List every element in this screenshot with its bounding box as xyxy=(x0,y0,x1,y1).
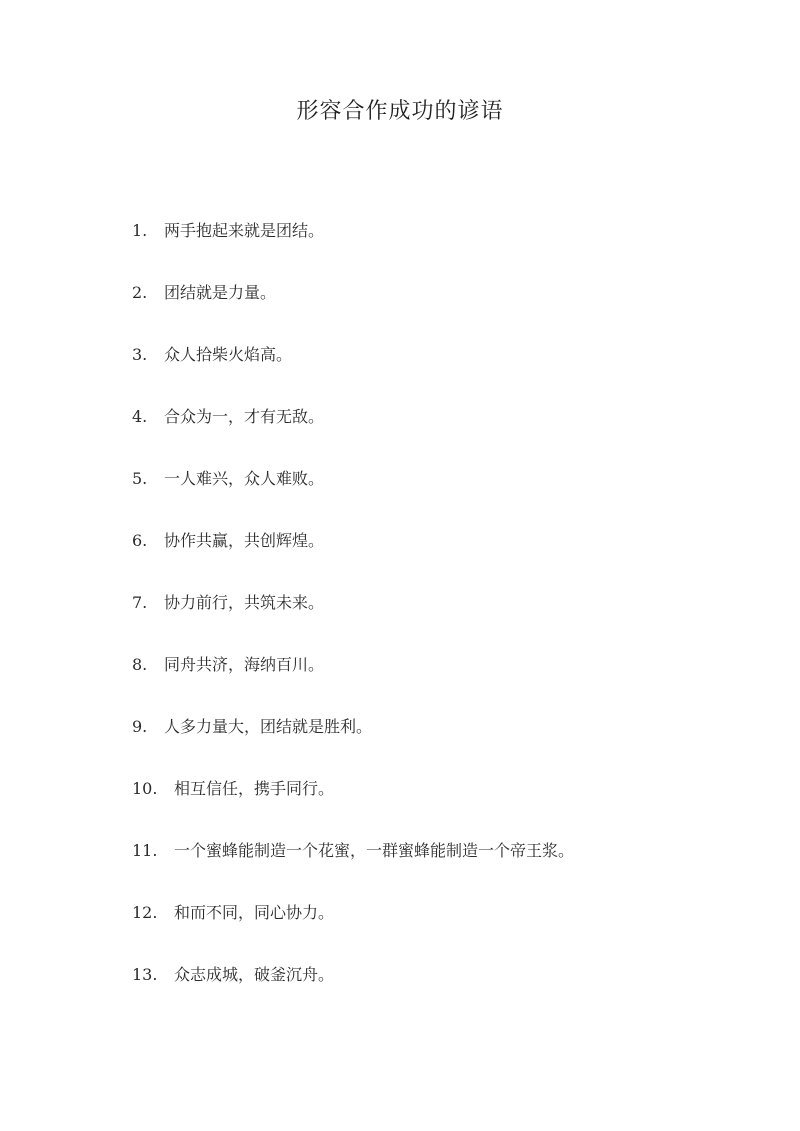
item-text: 一个蜜蜂能制造一个花蜜，一群蜜蜂能制造一个帝王浆。 xyxy=(174,841,575,860)
list-item xyxy=(132,216,752,278)
item-text: 众人拾柴火焰高。 xyxy=(164,345,293,364)
proverb-list xyxy=(132,216,752,1022)
item-number: 1. xyxy=(132,221,148,240)
item-text: 两手抱起来就是团结。 xyxy=(164,221,325,240)
item-number: 6. xyxy=(132,531,148,550)
list-item xyxy=(132,960,752,1022)
item-number: 8. xyxy=(132,655,148,674)
item-text: 协力前行，共筑未来。 xyxy=(164,593,325,612)
list-item xyxy=(132,836,752,898)
item-text: 协作共赢，共创辉煌。 xyxy=(164,531,325,550)
list-item xyxy=(132,650,752,712)
item-number: 3. xyxy=(132,345,148,364)
list-item xyxy=(132,588,752,650)
item-number: 4. xyxy=(132,407,148,426)
item-text: 一人难兴，众人难败。 xyxy=(164,469,325,488)
list-item xyxy=(132,526,752,588)
item-text: 合众为一，才有无敌。 xyxy=(164,407,325,426)
item-number: 10. xyxy=(132,779,158,798)
list-item xyxy=(132,402,752,464)
item-number: 2. xyxy=(132,283,148,302)
item-text: 相互信任，携手同行。 xyxy=(174,779,335,798)
list-item xyxy=(132,464,752,526)
item-number: 12. xyxy=(132,903,158,922)
list-item xyxy=(132,898,752,960)
list-item xyxy=(132,712,752,774)
list-item xyxy=(132,340,752,402)
item-text: 和而不同，同心协力。 xyxy=(174,903,335,922)
item-text: 众志成城，破釜沉舟。 xyxy=(174,965,335,984)
item-number: 7. xyxy=(132,593,148,612)
item-number: 11. xyxy=(132,841,158,860)
item-text: 团结就是力量。 xyxy=(164,283,277,302)
list-item xyxy=(132,774,752,836)
item-number: 9. xyxy=(132,717,148,736)
item-number: 13. xyxy=(132,965,158,984)
item-number: 5. xyxy=(132,469,148,488)
item-text: 人多力量大，团结就是胜利。 xyxy=(164,717,373,736)
list-item xyxy=(132,278,752,340)
item-text: 同舟共济，海纳百川。 xyxy=(164,655,325,674)
document-title: 形容合作成功的谚语 xyxy=(296,99,504,124)
